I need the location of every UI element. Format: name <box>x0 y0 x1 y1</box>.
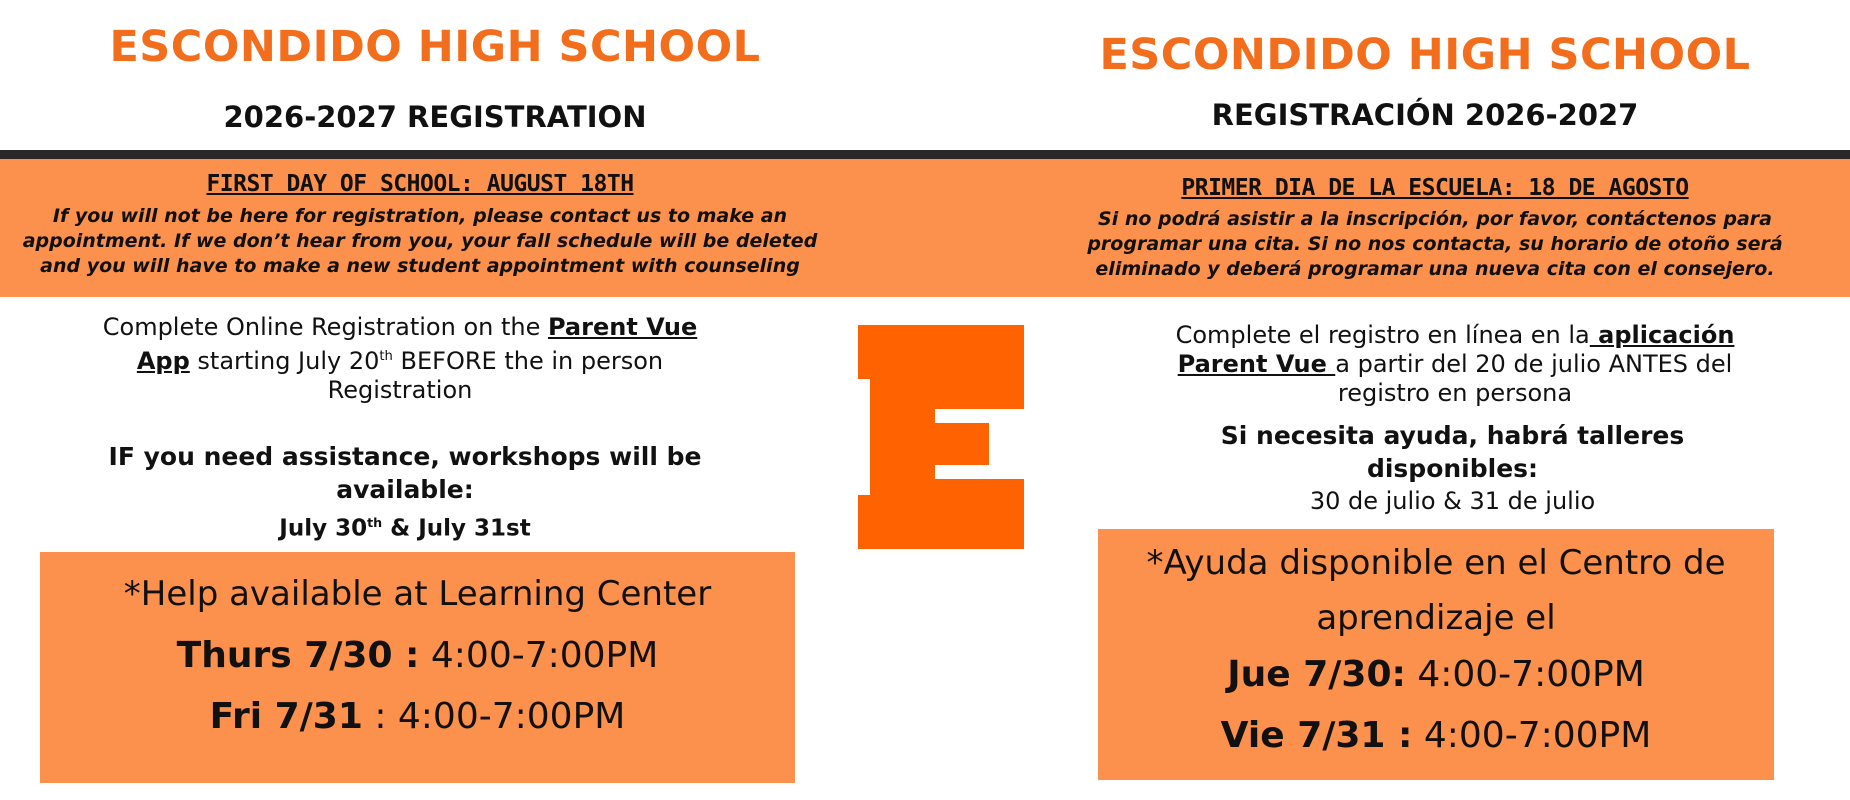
parent-vue-link[interactable]: Parent Vue <box>547 313 698 341</box>
help-title-es: *Ayuda disponible en el Centro de <box>1146 543 1726 583</box>
app-link[interactable]: App <box>136 347 190 375</box>
online-text: BEFORE the in person <box>392 347 664 375</box>
school-name-es: ESCONDIDO HIGH SCHOOL <box>1099 30 1751 80</box>
notice-en-line: and you will have to make a new student appointment with counseling <box>40 255 800 277</box>
school-logo-e <box>858 325 1024 549</box>
aplicacion-link[interactable]: aplicación <box>1589 321 1735 349</box>
registration-title-es: REGISTRACIÓN 2026-2027 <box>1211 98 1639 132</box>
first-day-en: FIRST DAY OF SCHOOL: AUGUST 18TH <box>206 171 634 197</box>
registration-title-en: 2026-2027 REGISTRATION <box>223 100 647 134</box>
session-vie: Vie 7/31 : 4:00-7:00PM <box>1220 715 1652 756</box>
school-name-en: ESCONDIDO HIGH SCHOOL <box>109 22 761 72</box>
session-jue: Jue 7/30: 4:00-7:00PM <box>1227 654 1645 695</box>
assistance-en <box>40 440 770 546</box>
notice-es-line: programar una cita. Si no nos contacta, su horario de otoño será <box>1087 233 1783 255</box>
assist-line: IF you need assistance, workshops will be <box>108 442 702 471</box>
assist-line: Si necesita ayuda, habrá talleres <box>1220 421 1685 450</box>
notice-en-line: If you will not be here for registration, please contact us to make an <box>52 205 788 227</box>
online-text: Complete Online Registration on the <box>102 313 548 341</box>
assist-line: disponibles: <box>1366 454 1539 483</box>
notice-en <box>0 204 840 279</box>
help-title-es-2: aprendizaje el <box>1316 598 1556 638</box>
header-divider <box>0 150 1850 159</box>
notice-en-line: appointment. If we don’t hear from you, your fall schedule will be deleted <box>22 230 818 252</box>
session-thurs: Thurs 7/30 : 4:00-7:00PM <box>176 635 659 676</box>
parent-vue-link[interactable]: Parent Vue <box>1177 350 1336 378</box>
first-day-es: PRIMER DIA DE LA ESCUELA: 18 DE AGOSTO <box>1181 175 1689 201</box>
help-box-en <box>40 552 795 783</box>
online-registration-en <box>40 313 760 405</box>
online-text: starting July 20 <box>189 347 380 375</box>
e-logo-icon <box>858 325 1024 549</box>
assist-dates-es: 30 de julio & 31 de julio <box>1309 487 1596 515</box>
notice-es-line: eliminado y deberá programar una nueva cita con el consejero. <box>1095 258 1775 280</box>
online-registration-es <box>1085 321 1825 408</box>
notice-es <box>995 207 1850 282</box>
session-fri: Fri 7/31 : 4:00-7:00PM <box>209 696 626 737</box>
help-box-es <box>1098 529 1774 780</box>
assistance-es <box>1085 419 1820 518</box>
assist-dates-en: July 30th & July 31st <box>279 515 531 542</box>
online-text: Registration <box>327 376 473 404</box>
ordinal-suffix: th <box>379 349 393 364</box>
notice-es-line: Si no podrá asistir a la inscripción, por favor, contáctenos para <box>1098 208 1772 230</box>
assist-line: available: <box>336 475 474 504</box>
online-text: Complete el registro en línea en la <box>1175 321 1590 349</box>
help-title-en: *Help available at Learning Center <box>123 574 712 614</box>
online-text: a partir del 20 de julio ANTES del <box>1335 350 1733 378</box>
online-text: registro en persona <box>1337 379 1573 407</box>
